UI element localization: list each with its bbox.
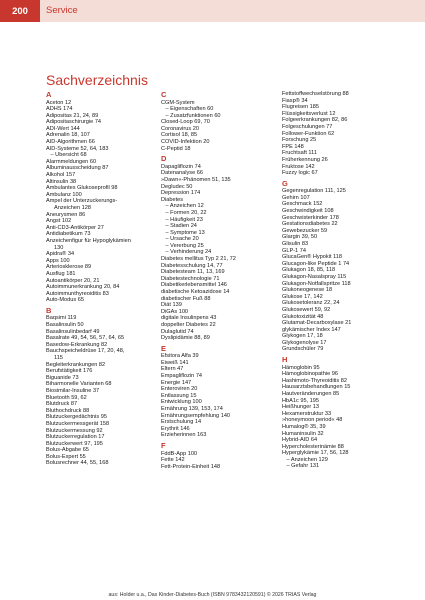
index-entry: Autoimmunerkrankung 20, 84 [46, 284, 120, 291]
page-number: 200 [0, 0, 40, 22]
index-entry: Blutzuckergedächtnis 95 [46, 414, 107, 421]
index-entry: Apps 100 [46, 257, 70, 264]
index-entry: Fuzzy logic 67 [282, 170, 318, 177]
index-subentry: – Häufigkeit 23 [165, 216, 203, 223]
index-entry: Ernährungsempfehlung 140 [161, 412, 231, 419]
index-entry: Datenanalyse 66 [161, 170, 203, 177]
index-entry: Forschung 25 [282, 137, 317, 144]
index-entry: Autoimmunthyreoiditis 83 [46, 290, 109, 297]
index-entry: Enteroviren 20 [161, 386, 198, 393]
index-entry: Altinsulin 38 [46, 178, 77, 185]
index-entry: GlucaGen® Hypokit 118 [282, 254, 342, 261]
index-entry: Anti-CD3-Antikörper 27 [46, 224, 104, 231]
index-entry: Basalinsulin 50 [46, 322, 84, 328]
index-entry: Efsitora Alfa 39 [161, 353, 199, 360]
index-entry: Hämoglobin 95 [282, 364, 320, 371]
index-entry: DiGAs 100 [161, 308, 189, 315]
index-entry: Flugreisen 185 [282, 104, 320, 111]
index-subentry: – Übersicht 68 [50, 152, 87, 159]
index-letter-heading: F [161, 441, 166, 450]
index-entry: COVID-Infektion 20 [161, 139, 210, 146]
index-entry: Glukagon-Nasalspray 115 [282, 273, 347, 280]
index-entry: Bolus-Abgabe 65 [46, 447, 89, 454]
index-entry: Folgeerkrankungen 82, 86 [282, 117, 348, 124]
index-entry: Folgeschulungen 77 [282, 123, 333, 130]
index-entry: Adipositaschirurgie 74 [46, 119, 102, 126]
index-entry: Begleiterkrankungen 82 [46, 361, 106, 368]
index-subentry: – Eigenschaften 60 [165, 106, 214, 113]
index-entry: Hausarztsbehandlungen 15 [282, 384, 351, 391]
index-entry: Diabetikerlebensmittel 146 [161, 282, 227, 289]
index-entry: Alarmmeldungen 60 [46, 158, 97, 165]
index-entry: Bluthochdruck 88 [46, 407, 90, 414]
index-entry: Grundschüler 79 [282, 346, 324, 353]
index-entry: Blutzuckermessgerät 158 [46, 420, 110, 427]
index-column [282, 91, 396, 591]
index-letter-heading: C [161, 90, 167, 99]
index-entry: Blutzuckermessung 92 [46, 427, 103, 434]
index-entry: HbA1c 95, 195 [282, 397, 320, 404]
index-entry: Albuminausscheidung 87 [46, 165, 109, 172]
index-entry: Anzeichenfigur für Hypoglykämien [46, 237, 131, 244]
index-entry: Empagliflozin 74 [161, 373, 203, 380]
index-entry: FddB-App 100 [161, 450, 198, 457]
index-subentry: – Ursache 20 [165, 236, 199, 243]
index-subentry: – Anzeichen 129 [286, 456, 328, 463]
index-entry: Dapagliflozin 74 [161, 163, 201, 170]
index-entry: Glukagon 18, 85, 118 [282, 267, 336, 274]
index-entry: Hybrid-AID 64 [282, 437, 318, 444]
index-entry: ADI-Wert 144 [46, 125, 80, 132]
index-entry: Diät 139 [161, 302, 182, 309]
index-entry: Glukosewert 59, 92 [282, 306, 331, 313]
index-entry: Biharmonelle Varianten 68 [46, 381, 112, 388]
index-entry: Fett-Protein-Einheit 148 [161, 463, 221, 470]
index-entry: Basalrate 49, 54, 56, 57, 64, 65 [46, 335, 125, 342]
index-subentry: – Symptome 13 [165, 229, 205, 236]
index-entry: Energie 147 [161, 379, 192, 386]
index-entry: Flüssigkeitsverlust 12 [282, 110, 336, 117]
index-entry: Gegenregulation 111, 125 [282, 188, 346, 195]
index-entry: Eltern 47 [161, 366, 184, 373]
index-entry: Aneurysmen 86 [46, 211, 86, 218]
index-entry: Geschmack 152 [282, 201, 323, 208]
index-entry: CGM-System [161, 99, 195, 106]
index-entry: Erzieherinnen 163 [161, 432, 207, 439]
index-entry: Eiweiß 141 [161, 359, 189, 366]
index-entry: diabetischer Fuß 88 [161, 295, 211, 302]
index-entry: Blutdruck 87 [46, 401, 78, 408]
index-entry: Ampel der Unterzuckerungs- [46, 198, 118, 205]
index-entry: Angst 102 [46, 218, 72, 225]
index-entry: Glykogen 17, 18 [282, 333, 323, 340]
index-entry: Glargin 39, 50 [282, 234, 318, 241]
index-letter-heading: D [161, 154, 167, 164]
index-entry: Geschwindigkeit 108 [282, 208, 334, 214]
index-entry: AID-Algorithmen 66 [46, 139, 95, 146]
index-entry: Glukoneogenese 18 [282, 287, 333, 294]
index-entry: Autoantikörper 20, 21 [46, 277, 100, 284]
index-entry: digitale Insulinpens 43 [161, 315, 217, 322]
index-entry: Entlassung 15 [161, 392, 197, 399]
index-entry: Degludec 50 [161, 183, 193, 190]
index-entry: Glucagon-like Peptide 1 74 [282, 260, 350, 267]
footer-citation: aus: Holder u.a., Das Kinder-Diabetes-Buch (ISBN 9783432120591) © 2026 TRIAS Verlag [108, 592, 317, 598]
index-subentry: – Anzeichen 12 [165, 203, 204, 210]
index-entry: Hyperglykämie 17, 56, 128 [282, 450, 349, 457]
index-entry: Heißhunger 13 [282, 404, 320, 411]
index-entry: Alkohol 157 [46, 172, 76, 179]
index-entry: Hashimoto-Thyreoiditis 82 [282, 377, 347, 384]
index-entry: Fiasp® 34 [282, 97, 308, 104]
index-letter-heading: B [46, 305, 52, 315]
index-entry: Apidra® 34 [46, 251, 75, 258]
index-entry: Biosimilar-Insuline 37 [46, 387, 100, 394]
index-entry: Berufstätigkeit 176 [46, 368, 93, 375]
index-entry: 115 [54, 354, 63, 361]
index-entry: Anzeichen 128 [54, 205, 92, 211]
index-entry: Dyslipidämie 88, 89 [161, 335, 210, 342]
index-entry: Baqsimi 119 [46, 315, 77, 322]
index-entry: Basedow-Erkrankung 82 [46, 341, 108, 348]
index-entry: Bolus-Expert 55 [46, 453, 86, 460]
index-entry: »honeymoon period« 48 [282, 417, 343, 424]
index-entry: Diabetes [161, 196, 184, 203]
index-entry: Glisulin 83 [282, 240, 309, 247]
index-entry: FPE 148 [282, 143, 304, 150]
index-entry: glykämischer Index 147 [282, 326, 341, 333]
index-entry: Depression 174 [161, 190, 201, 197]
index-entry: Entwicklung 100 [161, 399, 202, 406]
index-entry: AID-Systeme 52, 64, 183 [46, 145, 109, 152]
index-entry: Ausflug 181 [46, 270, 76, 277]
index-entry: »Dawn«-Phänomen 51, 135 [161, 176, 231, 183]
index-entry: Glukotoxizität 48 [282, 313, 324, 320]
index-entry: Glykogenolyse 17 [282, 339, 327, 346]
index-column [161, 91, 282, 591]
index-entry: Bolusrechner 44, 55, 168 [46, 460, 109, 467]
index-entry: ADHS 174 [46, 106, 73, 113]
index-entry: Hexamerstruktur 33 [282, 410, 332, 417]
index-entry: Hautveränderungen 85 [282, 390, 340, 397]
index-entry: Ernährung 139, 153, 174 [161, 406, 223, 413]
index-entry: Fruchtsaft 111 [282, 150, 317, 157]
index-subentry: – Gefahr 131 [286, 463, 320, 470]
index-entry: Diabetesschulung 14, 77 [161, 262, 223, 269]
index-entry: GLP-1 74 [282, 247, 306, 254]
index-entry: Glutamat-Decarboxylase 21 [282, 320, 352, 327]
index-entry: Bluetooth 59, 62 [46, 394, 87, 401]
index-subentry: – Verhinderung 24 [165, 249, 212, 256]
section-link[interactable]: Service [46, 5, 78, 16]
index-entry: 130 [54, 244, 64, 251]
index-entry: Follower-Funktion 62 [282, 130, 335, 137]
index-entry: Humalog® 35, 39 [282, 423, 326, 430]
index-entry: Hypercholesterinämie 88 [282, 443, 344, 450]
index-entry: Diabetesteam 11, 13, 169 [161, 269, 225, 276]
index-subentry: – Formen 20, 22 [165, 209, 207, 216]
index-entry: Fruktose 142 [282, 163, 315, 170]
index-entry: Fette 142 [161, 457, 185, 464]
index-entry: Diabetes mellitus Typ 2 21, 72 [161, 256, 236, 263]
index-entry: Erythrit 146 [161, 425, 190, 432]
index-entry: doppelter Diabetes 22 [161, 322, 216, 328]
index-entry: Blutzuckerwert 97, 195 [46, 440, 103, 447]
index-entry: Cortisol 18, 85 [161, 132, 198, 139]
index-entry: Basalinsulinbedarf 49 [46, 328, 100, 335]
index-entry: Diabetestechnologie 71 [161, 275, 220, 282]
index-entry: Glukose 17, 142 [282, 293, 323, 300]
index-entry: Auto-Modus 65 [46, 297, 84, 304]
index-entry: Gehirn 107 [282, 194, 310, 201]
index-entry: Erstschulung 14 [161, 419, 202, 426]
page-title: Sachverzeichnis [46, 72, 148, 88]
index-entry: Biguanide 73 [46, 374, 79, 381]
index-letter-heading: G [282, 178, 288, 188]
index-entry: Blutzuckerregulation 17 [46, 434, 105, 441]
index-subentry: – Zusatzfunktionen 60 [165, 112, 221, 119]
index-entry: Adrenalin 18, 107 [46, 132, 90, 139]
index-entry: Glukosetoleranz 22, 24 [282, 300, 340, 307]
index-entry: Glukagon-Notfallspritze 118 [282, 280, 351, 287]
index-letter-heading: H [282, 355, 288, 365]
index-entry: Bauchspeicheldrüse 17, 20, 48, [46, 348, 125, 355]
index-entry: Adipositas 21, 24, 89 [46, 112, 99, 119]
index-entry: Aceton 12 [46, 99, 72, 106]
index-entry: Gewebezucker 59 [282, 227, 328, 234]
index-entry: diabetische Ketoazidose 14 [161, 289, 230, 296]
index-letter-heading: A [46, 90, 52, 99]
index-entry: Closed-Loop 69, 70 [161, 119, 210, 126]
index-entry: Humaninsulin 32 [282, 430, 324, 437]
index-subentry: – Vererbung 25 [165, 242, 204, 249]
index-entry: Dulaglutid 74 [161, 328, 194, 335]
index-letter-heading: E [161, 343, 167, 353]
index-entry: Hämoglobinopathie 96 [282, 371, 338, 378]
index-entry: Arteriosklerose 89 [46, 264, 92, 271]
index-entry: Ambulanz 100 [46, 191, 82, 198]
index-entry: Ambulantes Glukoseprofil 98 [46, 185, 118, 192]
index-subentry: – Stadien 24 [165, 223, 197, 230]
index-entry: Geschwisterkinder 178 [282, 214, 339, 221]
index-column [46, 91, 161, 591]
index-entry: Coronavirus 20 [161, 125, 199, 132]
index-entry: Früherkennung 26 [282, 156, 328, 163]
index-columns [46, 91, 396, 591]
index-entry: Antidiabetikum 73 [46, 231, 91, 238]
index-entry: C-Peptid 18 [161, 145, 191, 152]
index-entry: Fettstoffwechselstörung 88 [282, 91, 349, 97]
index-entry: Gestationsdiabetes 22 [282, 221, 338, 228]
